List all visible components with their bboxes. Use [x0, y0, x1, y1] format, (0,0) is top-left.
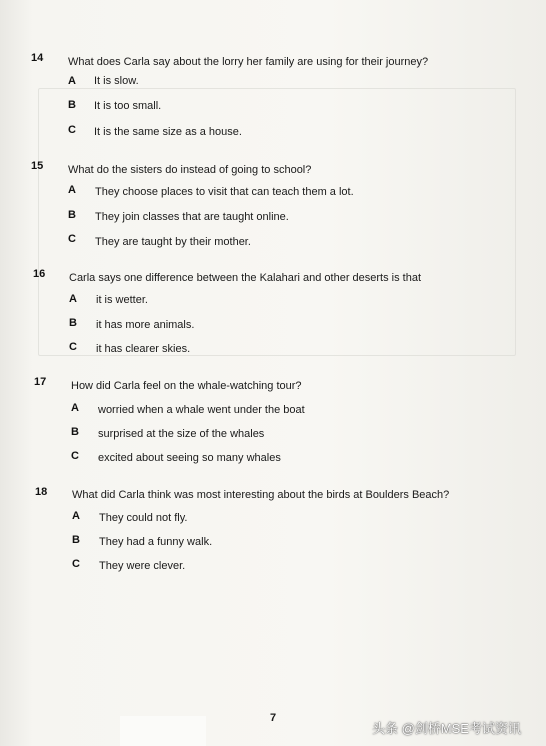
option-text-b: it has more animals. [96, 319, 195, 331]
option-text-c: it has clearer skies. [96, 343, 191, 355]
option-text-a: worried when a whale went under the boat [98, 404, 305, 416]
page-number: 7 [270, 712, 277, 724]
option-letter-c: C [68, 124, 76, 136]
option-letter-b: B [71, 426, 79, 438]
option-text-b: They had a funny walk. [99, 536, 213, 548]
question-number: 16 [33, 268, 46, 280]
question-text: Carla says one difference between the Kalahari and other deserts is that [69, 272, 422, 284]
option-letter-b: B [69, 317, 77, 329]
option-text-a: It is slow. [94, 75, 139, 87]
option-letter-a: A [68, 184, 76, 196]
option-letter-c: C [68, 233, 76, 245]
option-text-b: surprised at the size of the whales [98, 428, 265, 440]
option-text-a: it is wetter. [96, 294, 148, 306]
option-text-c: They were clever. [99, 560, 186, 572]
option-text-c: It is the same size as a house. [94, 126, 242, 138]
option-letter-c: C [72, 558, 80, 570]
question-number: 18 [35, 486, 48, 498]
option-letter-a: A [68, 75, 76, 87]
option-text-a: They could not fly. [99, 512, 188, 524]
question-text: How did Carla feel on the whale-watching tour? [71, 380, 302, 392]
question-number: 14 [31, 52, 44, 64]
watermark-text: 头条 @剑桥MSE考试资讯 [372, 721, 521, 736]
question-number: 17 [34, 376, 47, 388]
option-letter-b: B [68, 99, 76, 111]
option-letter-b: B [72, 534, 80, 546]
question-text: What did Carla think was most interesting about the birds at Boulders Beach? [72, 489, 450, 501]
option-text-c: They are taught by their mother. [95, 236, 251, 248]
option-letter-b: B [68, 209, 76, 221]
option-letter-a: A [69, 293, 77, 305]
option-text-a: They choose places to visit that can teach them a lot. [95, 186, 354, 198]
option-text-b: They join classes that are taught online. [95, 211, 289, 223]
option-text-c: excited about seeing so many whales [98, 452, 281, 464]
option-letter-c: C [69, 341, 77, 353]
question-number: 15 [31, 160, 44, 172]
option-text-b: It is too small. [94, 100, 162, 112]
option-letter-a: A [72, 510, 80, 522]
blank-strip [120, 716, 206, 746]
option-letter-c: C [71, 450, 79, 462]
question-text: What does Carla say about the lorry her family are using for their journey? [68, 56, 429, 68]
option-letter-a: A [71, 402, 79, 414]
question-text: What do the sisters do instead of going to school? [68, 164, 312, 176]
